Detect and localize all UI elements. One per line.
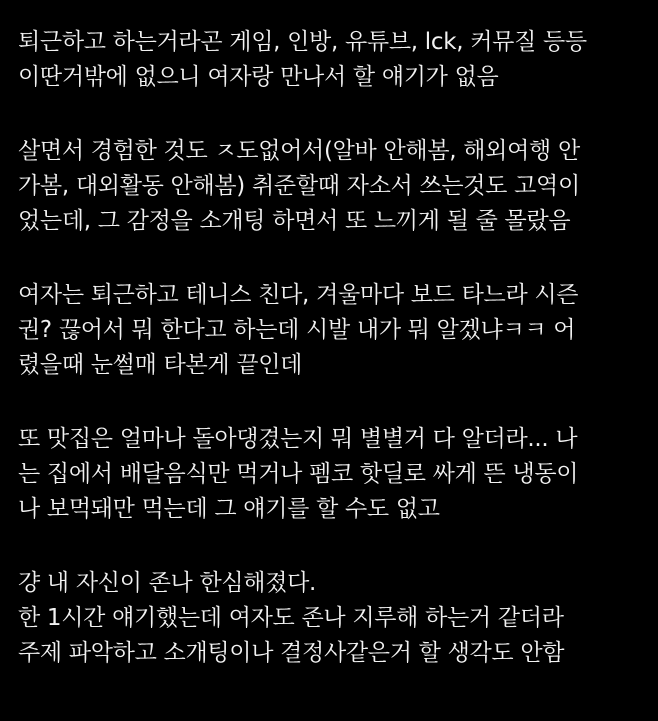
paragraph-3 <box>18 278 648 383</box>
paragraph-1 <box>18 25 648 95</box>
text-line: 퇴근하고 하는거라곤 게임, 인방, 유튜브, lck, 커뮤질 등등 <box>18 29 587 55</box>
text-line: 살면서 경험한 것도 ㅈ도없어서(알바 안해봄, 해외여행 안 <box>18 138 580 164</box>
text-line: 여자는 퇴근하고 테니스 친다, 겨울마다 보드 타느라 시즌 <box>18 282 579 308</box>
text-line: 는 집에서 배달음식만 먹거나 펨코 핫딜로 싸게 뜬 냉동이 <box>18 461 579 487</box>
text-line: 주제 파악하고 소개팅이나 결정사같은거 할 생각도 안함 <box>18 640 565 666</box>
text-line: 이딴거밖에 없으니 여자랑 만나서 할 얘기가 없음 <box>18 64 499 90</box>
text-line: 권? 끊어서 뭐 한다고 하는데 시발 내가 뭐 알겠냐ㅋㅋ 어 <box>18 317 576 343</box>
text-line: 걍 내 자신이 존나 한심해졌다. <box>18 570 317 596</box>
post-body <box>18 25 648 671</box>
text-line: 또 맛집은 얼마나 돌아댕겼는지 뭐 별별거 다 알더라... 나 <box>18 426 578 452</box>
paragraph-2 <box>18 134 648 239</box>
text-line: 가봄, 대외활동 안해봄) 취준할때 자소서 쓰는것도 고역이 <box>18 173 580 199</box>
paragraph-4 <box>18 422 648 527</box>
text-line: 한 1시간 얘기했는데 여자도 존나 지루해 하는거 같더라 <box>18 605 564 631</box>
paragraph-5 <box>18 566 648 671</box>
text-line: 나 보먹돼만 먹는데 그 얘기를 할 수도 없고 <box>18 496 440 522</box>
text-line: 었는데, 그 감정을 소개팅 하면서 또 느끼게 될 줄 몰랐음 <box>18 208 571 234</box>
text-line: 렸을때 눈썰매 타본게 끝인데 <box>18 352 303 378</box>
